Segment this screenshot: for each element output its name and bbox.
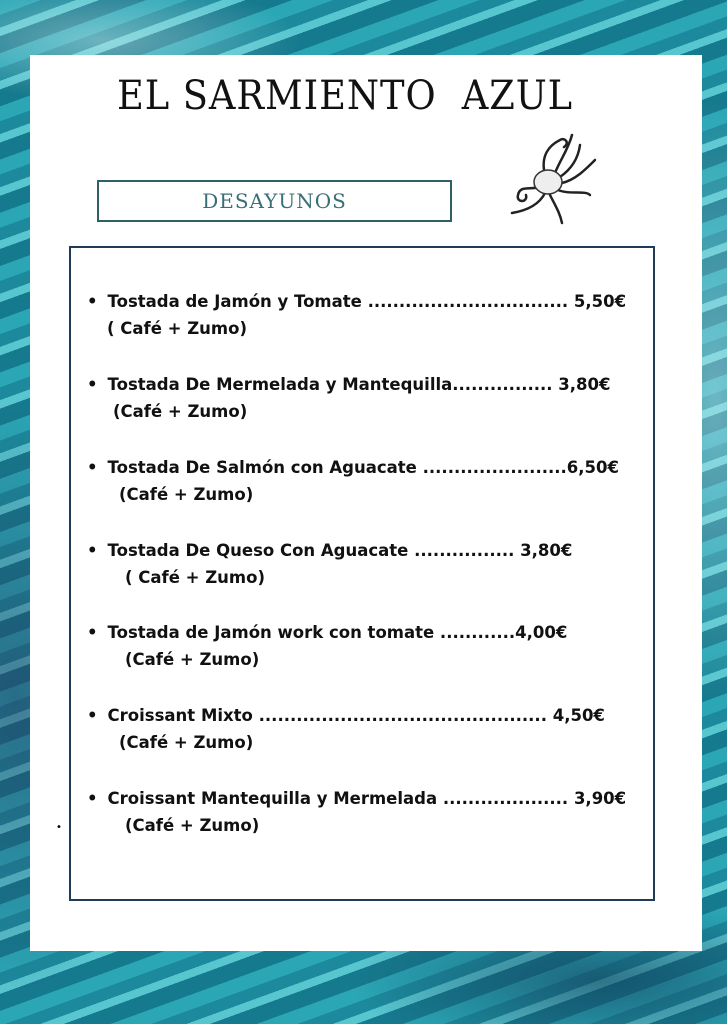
item-name: • Croissant Mixto <box>87 706 253 725</box>
section-label: DESAYUNOS <box>202 189 347 213</box>
stray-dot: • <box>56 822 62 833</box>
restaurant-title: EL SARMIENTO AZUL <box>117 73 574 119</box>
item-dots: ................ <box>408 541 515 560</box>
item-price: 4,50€ <box>546 706 605 725</box>
item-includes: (Café + Zumo) <box>125 650 260 669</box>
menu-item <box>87 292 626 338</box>
item-price: 3,80€ <box>552 375 611 394</box>
item-name: • Tostada de Jamón y Tomate <box>87 292 362 311</box>
item-dots: .............................................. <box>252 706 547 725</box>
item-dots: ....................... <box>416 458 567 477</box>
item-includes: (Café + Zumo) <box>119 733 254 752</box>
item-includes: (Café + Zumo) <box>113 402 248 421</box>
item-price: 5,50€ <box>568 292 627 311</box>
item-name: • Croissant Mantequilla y Mermelada <box>87 789 437 808</box>
item-dots: ................................ <box>361 292 569 311</box>
item-includes: (Café + Zumo) <box>119 485 254 504</box>
item-price: 3,90€ <box>568 789 627 808</box>
item-price: 6,50€ <box>566 458 619 477</box>
item-name: • Tostada De Mermelada y Mantequilla <box>87 375 452 394</box>
item-includes: ( Café + Zumo) <box>125 568 265 587</box>
item-price: 3,80€ <box>514 541 573 560</box>
menu-item <box>87 789 626 835</box>
item-name: • Tostada De Salmón con Aguacate <box>87 458 417 477</box>
item-name: • Tostada De Queso Con Aguacate <box>87 541 408 560</box>
item-includes: ( Café + Zumo) <box>107 319 247 338</box>
item-includes: (Café + Zumo) <box>125 816 260 835</box>
item-dots: ................ <box>452 375 553 394</box>
item-dots: ............ <box>434 623 516 642</box>
menu-item <box>87 541 572 587</box>
menu-item <box>87 375 611 421</box>
item-dots: .................... <box>437 789 569 808</box>
menu-item <box>87 458 619 504</box>
menu-item <box>87 623 567 669</box>
item-price: 4,00€ <box>515 623 568 642</box>
menu-item <box>87 706 605 752</box>
octopus-illustration-icon <box>500 125 600 225</box>
item-name: • Tostada de Jamón work con tomate <box>87 623 434 642</box>
section-heading <box>97 180 452 222</box>
